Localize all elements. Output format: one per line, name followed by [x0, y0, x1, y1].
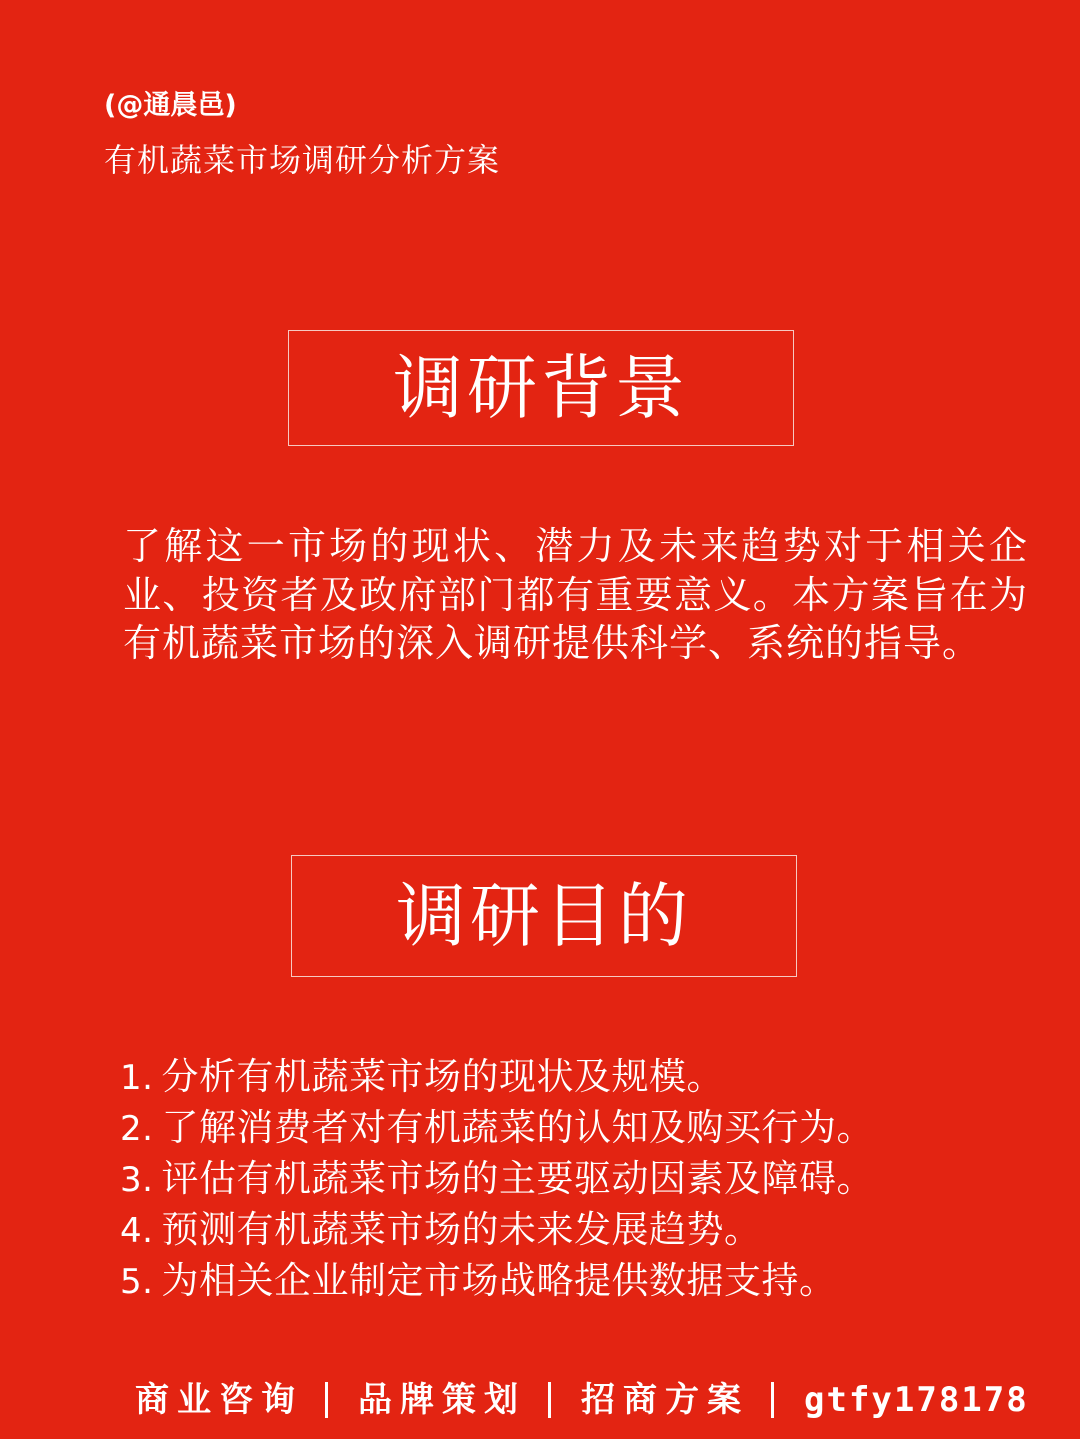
footer-bar [135, 1374, 1035, 1426]
footer-contact-code: gtfy178178 [804, 1380, 1029, 1420]
section-heading-background: 调研背景 [393, 347, 689, 429]
footer-divider [771, 1382, 774, 1418]
list-item-number: 1. [120, 1058, 154, 1098]
author-handle: (@通晨邑) [104, 90, 237, 121]
list-item-text: 分析有机蔬菜市场的现状及规模。 [161, 1055, 724, 1098]
background-paragraph: 了解这一市场的现状、潜力及未来趋势对于相关企业、投资者及政府部门都有重要意义。本方案旨在为有机蔬菜市场的深入调研提供科学、系统的指导。 [123, 524, 1028, 665]
list-item-text: 了解消费者对有机蔬菜的认知及购买行为。 [161, 1106, 874, 1149]
list-item-number: 2. [120, 1109, 154, 1149]
document-title: 有机蔬菜市场调研分析方案 [104, 141, 501, 179]
section-heading-box-background [288, 330, 794, 446]
list-item [120, 1205, 1020, 1256]
list-item-text: 预测有机蔬菜市场的未来发展趋势。 [161, 1208, 762, 1251]
footer-item-consulting: 商业咨询 [135, 1380, 303, 1420]
footer-item-branding: 品牌策划 [358, 1380, 526, 1420]
list-item-number: 5. [120, 1262, 154, 1302]
list-item-number: 4. [120, 1211, 154, 1251]
section-heading-goal: 调研目的 [396, 875, 692, 957]
list-item [120, 1256, 1020, 1307]
footer-item-investment: 招商方案 [581, 1380, 749, 1420]
section-heading-box-goal [291, 855, 797, 977]
footer-divider [548, 1382, 551, 1418]
list-item-number: 3. [120, 1160, 154, 1200]
list-item [120, 1052, 1020, 1103]
list-item [120, 1154, 1020, 1205]
footer-divider [325, 1382, 328, 1418]
list-item-text: 为相关企业制定市场战略提供数据支持。 [161, 1259, 837, 1302]
list-item [120, 1103, 1020, 1154]
goal-list [120, 1052, 1020, 1307]
list-item-text: 评估有机蔬菜市场的主要驱动因素及障碍。 [161, 1157, 874, 1200]
